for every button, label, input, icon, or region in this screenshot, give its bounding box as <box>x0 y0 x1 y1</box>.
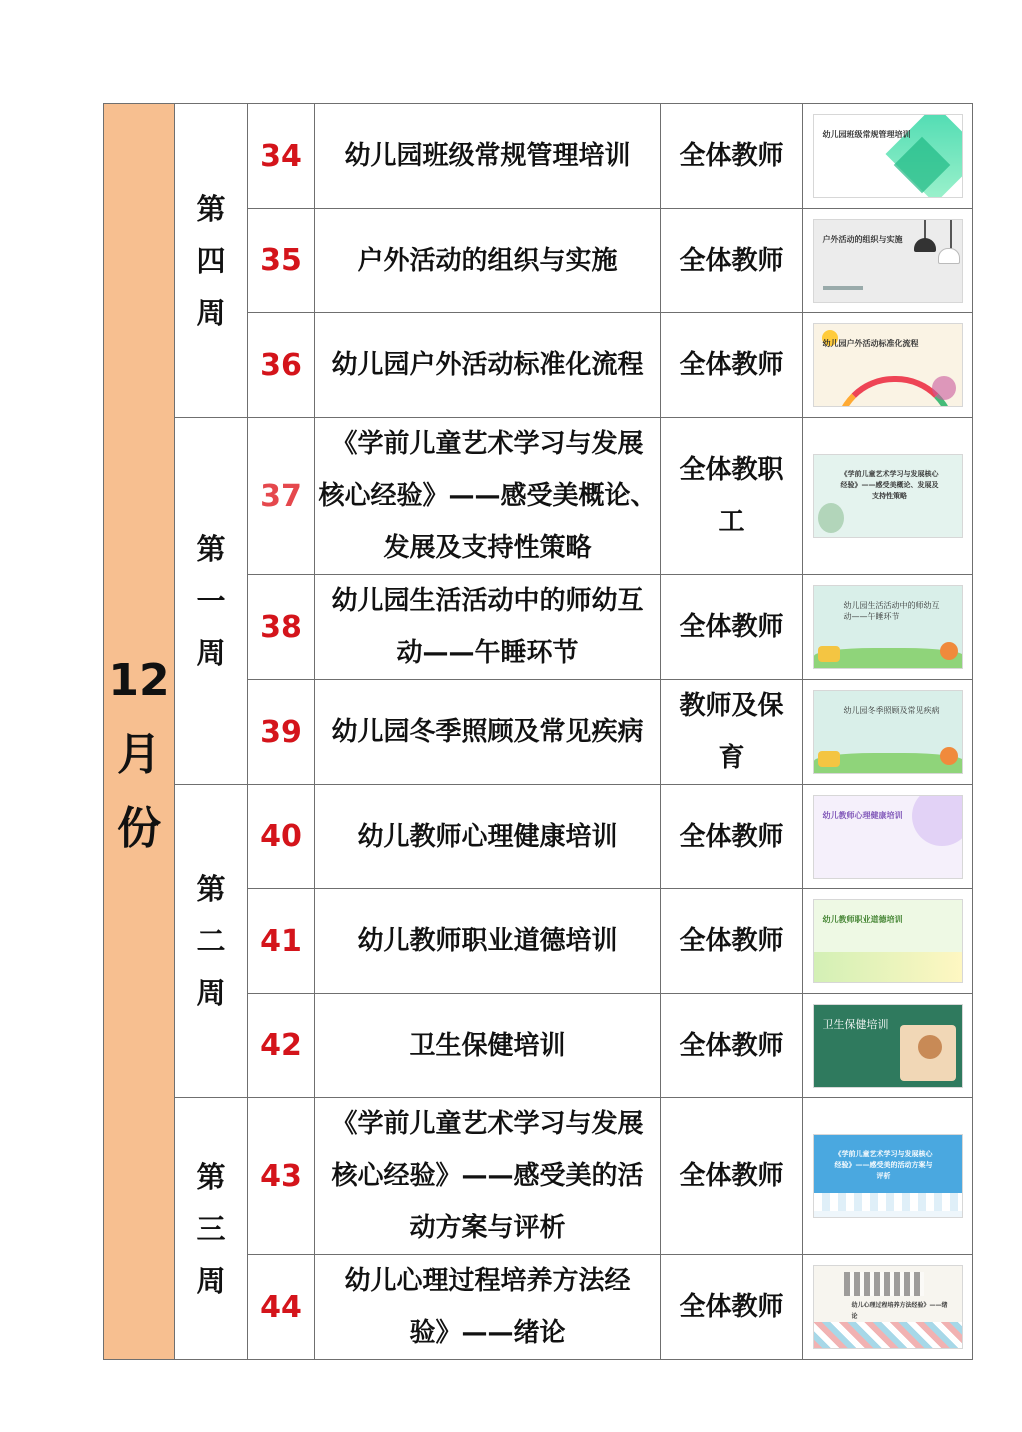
training-topic-line: 幼儿园生活活动中的师幼互 <box>331 586 644 616</box>
book-spines-icon <box>844 1272 924 1296</box>
training-topic <box>315 994 661 1098</box>
participants <box>661 104 803 209</box>
session-number: 38 <box>248 575 315 680</box>
session-number: 37 <box>248 418 315 575</box>
week-cell <box>175 104 248 418</box>
participants-line: 全体教师 <box>679 350 784 380</box>
thumbnail-cell <box>803 994 973 1098</box>
slide-thumbnail <box>813 454 963 538</box>
cartoon-kids-icon <box>940 642 958 660</box>
slide-thumbnail <box>813 114 963 198</box>
slide-thumbnail <box>813 690 963 774</box>
month-label <box>104 644 174 866</box>
session-number: 40 <box>248 785 315 889</box>
participants-line: 全体教师 <box>679 821 784 852</box>
training-topic <box>315 680 661 785</box>
participants-line: 全体教师 <box>679 1030 784 1061</box>
week-label-char: 周 <box>196 295 226 330</box>
slide-thumbnail-title: 幼儿园生活活动中的师幼互动——午睡环节 <box>843 601 940 621</box>
thumbnail-cell <box>803 785 973 889</box>
participants-line: 教师及保 <box>679 691 784 721</box>
slide-thumbnail-title: 《学前儿童艺术学习与发展核心经验》——感受美的活动方案与评析 <box>834 1150 933 1180</box>
participants <box>661 1255 803 1360</box>
participants-line: 全体教师 <box>679 1292 784 1322</box>
triangle-pattern <box>814 1322 963 1348</box>
yarn-ball-icon <box>932 376 956 400</box>
training-topic <box>315 209 661 313</box>
training-topic-line: 幼儿园冬季照顾及常见疾病 <box>331 717 644 747</box>
training-topic-line: 核心经验》——感受美概论、 <box>318 481 657 511</box>
participants-line: 全体教职 <box>679 455 784 485</box>
slide-thumbnail <box>813 585 963 669</box>
training-topic-line: 幼儿园班级常规管理培训 <box>344 141 631 171</box>
week-label-char: 第 <box>196 532 226 566</box>
slide-thumbnail-title: 幼儿园班级常规管理培训 <box>822 130 911 139</box>
slide-thumbnail-title: 幼儿教师心理健康培训 <box>822 810 903 820</box>
table-row <box>104 785 973 889</box>
training-topic <box>315 313 661 418</box>
training-topic <box>315 889 661 994</box>
lamp-cord-icon <box>924 220 926 240</box>
training-topic-line: 《学前儿童艺术学习与发展 <box>331 1109 644 1139</box>
thumbnail-cell <box>803 889 973 994</box>
slide-thumbnail-title: 户外活动的组织与实施 <box>822 234 903 244</box>
slide-thumbnail <box>813 1134 963 1218</box>
participants-line: 全体教师 <box>679 1161 784 1191</box>
month-label-char: 份 <box>117 803 161 854</box>
week-cell <box>175 418 248 785</box>
month-label-char: 月 <box>117 729 161 780</box>
training-topic-line: 幼儿教师心理健康培训 <box>357 821 618 852</box>
session-number: 44 <box>248 1255 315 1360</box>
participants-line: 全体教师 <box>679 141 784 171</box>
training-topic-line: 《学前儿童艺术学习与发展 <box>331 429 644 459</box>
session-number: 41 <box>248 889 315 994</box>
month-label-char: 12 <box>108 655 170 706</box>
training-topic-line: 幼儿教师职业道德培训 <box>357 926 618 956</box>
training-topic-line: 发展及支持性策略 <box>383 533 592 563</box>
participants <box>661 680 803 785</box>
participants-line: 育 <box>718 743 745 773</box>
thumbnail-cell <box>803 1255 973 1360</box>
week-label-char: 三 <box>196 1211 226 1246</box>
slide-thumbnail <box>813 323 963 407</box>
thumbnail-cell <box>803 418 973 575</box>
participants <box>661 785 803 889</box>
participants-line: 工 <box>718 507 745 537</box>
participants <box>661 418 803 575</box>
participants-line: 全体教师 <box>679 245 784 276</box>
slide-thumbnail <box>813 1265 963 1349</box>
thumbnail-cell <box>803 1098 973 1255</box>
underline-bar <box>823 286 863 290</box>
session-number: 39 <box>248 680 315 785</box>
session-number: 34 <box>248 104 315 209</box>
session-number: 35 <box>248 209 315 313</box>
slide-thumbnail-title: 幼儿教师职业道德培训 <box>822 915 903 924</box>
session-number: 42 <box>248 994 315 1098</box>
training-topic-line: 验》——绪论 <box>409 1318 566 1348</box>
gradient-bar <box>814 952 963 982</box>
table-row <box>104 1098 973 1255</box>
week-label-char: 二 <box>196 924 226 958</box>
slide-thumbnail-title: 幼儿园户外活动标准化流程 <box>822 339 919 348</box>
slide-thumbnail <box>813 795 963 879</box>
training-topic-line: 卫生保健培训 <box>409 1030 566 1061</box>
participants-line: 全体教师 <box>679 926 784 956</box>
participants <box>661 889 803 994</box>
week-label-char: 第 <box>196 1159 226 1194</box>
slide-thumbnail-title: 卫生保健培训 <box>822 1017 889 1031</box>
training-topic-line: 核心经验》——感受美的活 <box>331 1161 644 1191</box>
thumbnail-cell <box>803 313 973 418</box>
slide-thumbnail-title: 幼儿心理过程培养方法经验》——绪论 <box>851 1302 948 1320</box>
lamp-icon <box>938 248 960 264</box>
training-schedule-table <box>103 103 973 1360</box>
training-topic-line: 幼儿心理过程培养方法经 <box>344 1266 631 1296</box>
training-topic <box>315 104 661 209</box>
slide-thumbnail <box>813 219 963 303</box>
participants <box>661 994 803 1098</box>
training-topic-line: 户外活动的组织与实施 <box>357 245 618 276</box>
school-bus-icon <box>818 646 840 662</box>
thumbnail-cell <box>803 680 973 785</box>
participants <box>661 1098 803 1255</box>
week-label-char: 周 <box>196 976 226 1010</box>
training-topic <box>315 1255 661 1360</box>
participants <box>661 575 803 680</box>
week-cell <box>175 785 248 1098</box>
week-label-char: 第 <box>196 191 226 226</box>
slide-thumbnail <box>813 899 963 983</box>
session-number: 43 <box>248 1098 315 1255</box>
wave-pattern <box>814 1193 963 1211</box>
thumbnail-cell <box>803 104 973 209</box>
training-topic <box>315 418 661 575</box>
week-label-char: 第 <box>196 872 226 906</box>
participants-line: 全体教师 <box>679 612 784 642</box>
month-cell <box>104 104 175 1360</box>
training-topic-line: 动——午睡环节 <box>396 638 579 668</box>
cartoon-kids-icon <box>940 747 958 765</box>
thumbnail-cell <box>803 575 973 680</box>
school-bus-icon <box>818 751 840 767</box>
training-topic-line: 幼儿园户外活动标准化流程 <box>331 350 644 380</box>
participants <box>661 209 803 313</box>
lamp-cord-icon <box>950 220 952 250</box>
table-row <box>104 104 973 209</box>
week-label-char: 周 <box>196 636 226 670</box>
training-topic-line: 动方案与评析 <box>409 1213 566 1243</box>
training-topic <box>315 1098 661 1255</box>
session-number: 36 <box>248 313 315 418</box>
week-label-char: 一 <box>196 584 226 618</box>
slide-thumbnail-title: 幼儿园冬季照顾及常见疾病 <box>843 706 940 715</box>
week-label-char: 周 <box>196 1263 226 1298</box>
week-cell <box>175 1098 248 1360</box>
week-label-char: 四 <box>196 243 226 278</box>
slide-thumbnail-title: 《学前儿童艺术学习与发展核心经验》——感受美概论、发展及支持性策略 <box>840 470 939 500</box>
person-photo-icon <box>918 1035 942 1059</box>
leaf-icon <box>818 503 844 533</box>
training-topic <box>315 575 661 680</box>
thumbnail-cell <box>803 209 973 313</box>
participants <box>661 313 803 418</box>
slide-thumbnail <box>813 1004 963 1088</box>
table-row <box>104 418 973 575</box>
training-topic <box>315 785 661 889</box>
